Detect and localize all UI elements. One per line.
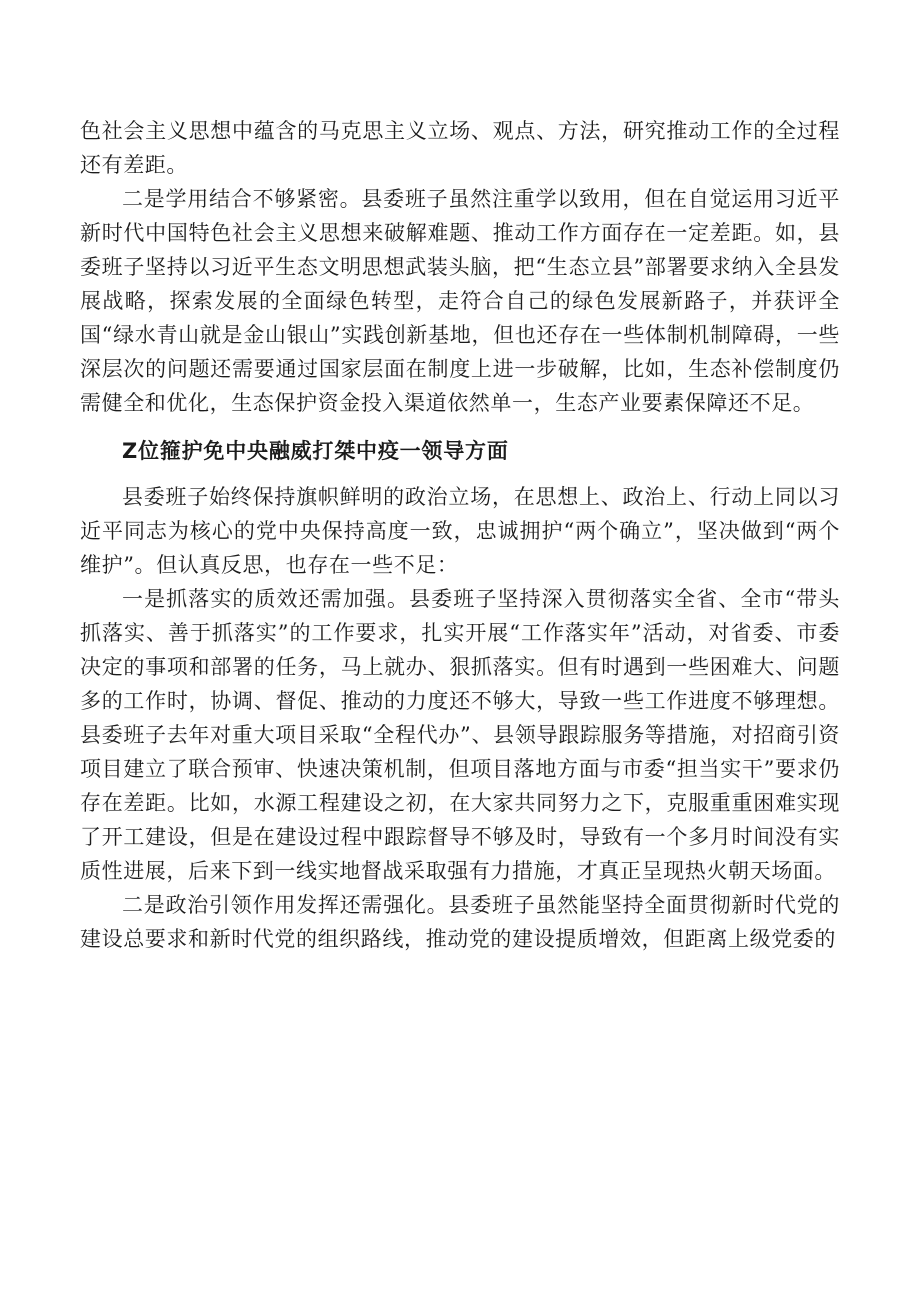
- paragraph-implementation: 一是抓落实的质效还需加强。县委班子坚持深入贯彻落实全省、全市“带头抓落实、善于抓落实”的工作要求，扎实开展“工作落实年”活动，对省委、市委决定的事项和部署的任务，马上就办、狠抓落实。但有时遇到一些困难大、问题多的工作时，协调、督促、推动的力度还不够大，导致一些工作进度不够理想。县委班子去年对重大项目采取“全程代办”、县领导跟踪服务等措施，对招商引资项目建立了联合预审、快速决策机制，但项目落地方面与市委“担当实干”要求仍存在差距。比如，水源工程建设之初，在大家共同努力之下，克服重重困难实现了开工建设，但是在建设过程中跟踪督导不够及时，导致有一个多月时间没有实质性进展，后来下到一线实地督战采取强有力措施，才真正呈现热火朝天场面。: [80, 587, 840, 883]
- paragraph-continuation: 色社会主义思想中蕴含的马克思主义立场、观点、方法，研究推动工作的全过程还有差距。: [80, 119, 840, 177]
- paragraph-study-application: 二是学用结合不够紧密。县委班子虽然注重学以致用，但在自觉运用习近平新时代中国特色社会主义思想来破解难题、推动工作方面存在一定差距。如，县委班子坚持以习近平生态文明思想武装头脑，把“生态立县”部署要求纳入全县发展战略，探索发展的全面绿色转型，走符合自己的绿色发展新路子，并获评全国“绿水青山就是金山银山”实践创新基地，但也还存在一些体制机制障碍，一些深层次的问题还需要通过国家层面在制度上进一步破解，比如，生态补偿制度仍需健全和优化，生态保护资金投入渠道依然单一，生态产业要素保障还不足。: [80, 187, 840, 415]
- section-heading: Z位箍护免中央融威打桀中疫一领导方面: [122, 439, 509, 463]
- document-page: [80, 114, 840, 956]
- paragraph-political-stance: 县委班子始终保持旗帜鲜明的政治立场，在思想上、政治上、行动上同以习近平同志为核心的党中央保持高度一致，忠诚拥护“两个确立”，坚决做到“两个维护”。但认真反思，也存在一些不足：: [80, 485, 840, 577]
- paragraph-political-guidance: 二是政治引领作用发挥还需强化。县委班子虽然能坚持全面贯彻新时代党的建设总要求和新时代党的组织路线，推动党的建设提质增效，但距离上级党委的: [80, 893, 840, 951]
